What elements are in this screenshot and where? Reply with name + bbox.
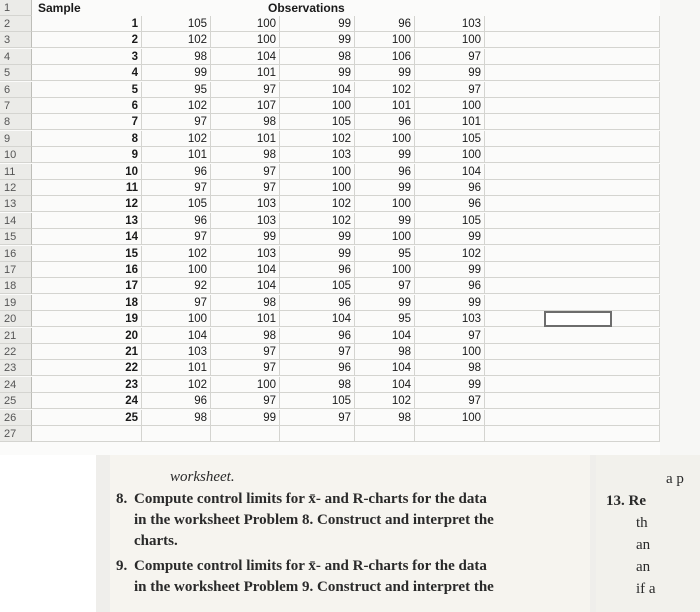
observation-cell[interactable]: 96 [355,164,415,180]
question-9-line: in the worksheet Problem 9. Construct and interpret the [134,579,494,595]
observation-cell[interactable]: 97 [415,393,485,409]
observation-cell[interactable]: 98 [211,328,280,344]
observation-cell[interactable]: 105 [415,213,485,229]
observation-cell[interactable]: 100 [280,180,355,196]
observation-cell[interactable]: 105 [280,114,355,130]
sample-cell[interactable]: 6 [32,98,142,114]
row-header[interactable] [0,213,32,229]
side-text: if a [636,581,656,597]
observation-cell[interactable]: 107 [211,98,280,114]
row-number: 18 [4,280,17,293]
row-number: 19 [4,296,17,309]
sample-cell[interactable]: 13 [32,213,142,229]
empty-cell[interactable] [485,246,660,262]
observation-cell[interactable]: 104 [355,360,415,376]
empty-cell[interactable] [485,262,660,278]
observation-cell[interactable]: 97 [211,344,280,360]
sample-cell[interactable]: 2 [32,32,142,48]
sample-cell[interactable]: 24 [32,393,142,409]
observation-cell[interactable]: 100 [280,164,355,180]
observation-cell[interactable]: 98 [355,344,415,360]
sample-cell[interactable]: 17 [32,278,142,294]
observation-cell[interactable]: 105 [280,393,355,409]
row-number: 14 [4,214,17,227]
empty-cell[interactable] [485,196,660,212]
empty-cell[interactable] [485,16,660,32]
row-header[interactable] [0,164,32,180]
observation-cell[interactable]: 96 [355,114,415,130]
sample-cell[interactable]: 1 [32,16,142,32]
row-number: 11 [4,165,16,178]
observation-cell[interactable]: 98 [211,147,280,163]
observation-cell[interactable]: 104 [415,164,485,180]
observation-cell[interactable]: 95 [142,82,211,98]
observation-cell[interactable]: 97 [142,114,211,130]
sample-cell[interactable]: 4 [32,65,142,81]
row-number: 2 [4,18,11,30]
observation-cell[interactable]: 102 [280,213,355,229]
row-header[interactable] [0,311,32,327]
observation-cell[interactable]: 97 [355,278,415,294]
empty-cell[interactable] [280,426,355,442]
observation-cell[interactable]: 97 [142,295,211,311]
empty-cell[interactable] [211,426,280,442]
row-header[interactable] [0,344,32,360]
question-9-number: 9. [116,558,128,574]
empty-cell[interactable] [485,65,660,81]
observation-cell[interactable]: 98 [211,114,280,130]
observation-cell[interactable]: 97 [211,164,280,180]
empty-cell[interactable] [485,410,660,426]
observation-cell[interactable]: 96 [142,393,211,409]
side-text: an [636,559,651,575]
observation-cell[interactable]: 98 [142,410,211,426]
textbook-photo [96,455,700,612]
observation-cell[interactable]: 96 [415,278,485,294]
row-header[interactable] [0,196,32,212]
row-number: 10 [4,149,17,162]
observation-cell[interactable]: 92 [142,278,211,294]
observation-cell[interactable]: 101 [211,65,280,81]
observation-cell[interactable]: 97 [415,328,485,344]
observation-cell[interactable]: 99 [280,32,355,48]
observation-cell[interactable]: 105 [142,196,211,212]
textbook-page [110,455,590,612]
sample-cell[interactable]: 3 [32,49,142,65]
observation-cell[interactable]: 102 [142,98,211,114]
sample-cell[interactable]: 16 [32,262,142,278]
observation-cell[interactable]: 99 [355,180,415,196]
row-number: 9 [4,132,11,145]
worksheet-text: worksheet. [170,469,235,485]
observation-cell[interactable]: 104 [355,328,415,344]
selected-cell[interactable] [544,311,612,327]
sample-cell[interactable]: 11 [32,180,142,196]
observation-cell[interactable]: 104 [211,262,280,278]
observation-cell[interactable]: 101 [211,311,280,327]
empty-cell[interactable] [485,49,660,65]
row-number: 6 [4,83,11,96]
observation-cell[interactable]: 100 [415,410,485,426]
question-8-line: Compute control limits for x̄- and R-charts for the data [134,491,487,507]
observation-cell[interactable]: 104 [355,377,415,393]
observation-cell[interactable]: 95 [355,311,415,327]
row-header[interactable] [0,98,32,114]
empty-cell[interactable] [485,147,660,163]
row-number: 3 [4,34,11,47]
sample-cell[interactable]: 12 [32,196,142,212]
observation-cell[interactable]: 99 [415,229,485,245]
observation-cell[interactable]: 100 [415,344,485,360]
observation-cell[interactable]: 102 [142,377,211,393]
empty-cell[interactable] [485,180,660,196]
observation-cell[interactable]: 102 [415,246,485,262]
row-number: 12 [4,182,17,194]
observation-cell[interactable]: 102 [355,393,415,409]
observation-cell[interactable]: 101 [211,131,280,147]
empty-cell[interactable] [485,82,660,98]
empty-cell[interactable] [485,278,660,294]
observation-cell[interactable]: 96 [280,295,355,311]
sample-cell[interactable]: 10 [32,164,142,180]
row-header[interactable] [0,262,32,278]
observation-cell[interactable]: 96 [415,196,485,212]
observation-cell[interactable]: 100 [211,377,280,393]
observation-cell[interactable]: 102 [142,246,211,262]
observation-cell[interactable]: 102 [280,131,355,147]
row-header[interactable] [0,328,32,344]
row-header[interactable] [0,0,32,16]
row-number: 7 [4,100,11,112]
observation-cell[interactable]: 102 [142,131,211,147]
row-header[interactable] [0,32,32,48]
row-number: 23 [4,362,17,375]
question-8-line: in the worksheet Problem 8. Construct and interpret the [134,512,494,528]
observation-cell[interactable]: 103 [415,311,485,327]
observation-cell[interactable]: 97 [211,360,280,376]
observation-cell[interactable]: 98 [142,49,211,65]
observation-cell[interactable]: 95 [355,246,415,262]
observation-cell[interactable]: 99 [280,229,355,245]
observation-cell[interactable]: 103 [280,147,355,163]
sample-cell[interactable]: 15 [32,246,142,262]
observation-cell[interactable]: 105 [142,16,211,32]
observation-cell[interactable]: 100 [142,262,211,278]
row-number: 17 [4,264,17,276]
row-number: 26 [4,411,17,424]
observation-cell[interactable]: 105 [415,131,485,147]
observation-cell[interactable]: 96 [280,262,355,278]
observation-cell[interactable]: 100 [211,16,280,32]
observation-cell[interactable]: 99 [355,213,415,229]
empty-cell[interactable] [485,328,660,344]
empty-cell[interactable] [485,98,660,114]
sample-cell[interactable]: 5 [32,82,142,98]
sample-cell[interactable]: 8 [32,131,142,147]
side-text: a p [666,471,684,487]
observation-cell[interactable]: 100 [280,98,355,114]
side-text: an [636,537,651,553]
observation-cell[interactable]: 99 [142,65,211,81]
observation-cell[interactable]: 99 [211,410,280,426]
observation-cell[interactable]: 99 [415,65,485,81]
observation-cell[interactable]: 99 [280,246,355,262]
observation-cell[interactable]: 99 [415,262,485,278]
observation-cell[interactable]: 102 [355,82,415,98]
sample-cell[interactable]: 25 [32,410,142,426]
row-number: 5 [4,67,11,80]
observation-cell[interactable]: 104 [211,278,280,294]
observation-cell[interactable]: 99 [355,65,415,81]
empty-cell[interactable] [485,32,660,48]
adjacent-page [596,455,700,612]
empty-cell[interactable] [485,131,660,147]
sample-cell[interactable]: 7 [32,114,142,130]
observation-cell[interactable]: 101 [415,114,485,130]
observation-cell[interactable]: 106 [355,49,415,65]
row-number: 20 [4,313,17,326]
empty-cell[interactable] [485,344,660,360]
observation-cell[interactable]: 97 [142,180,211,196]
observation-cell[interactable]: 102 [142,32,211,48]
observation-cell[interactable]: 99 [280,65,355,81]
row-header[interactable] [0,16,32,32]
observation-cell[interactable]: 100 [415,32,485,48]
sample-cell[interactable]: 18 [32,295,142,311]
observation-cell[interactable]: 99 [355,147,415,163]
row-header[interactable] [0,49,32,65]
observation-cell[interactable]: 96 [415,180,485,196]
row-number: 22 [4,346,17,358]
observation-cell[interactable]: 101 [355,98,415,114]
row-number: 15 [4,231,17,244]
row-header[interactable] [0,295,32,311]
sample-cell[interactable]: 22 [32,360,142,376]
sample-cell[interactable]: 23 [32,377,142,393]
question-8-number: 8. [116,491,128,507]
observation-cell[interactable]: 97 [415,49,485,65]
empty-cell[interactable] [142,426,211,442]
row-header[interactable] [0,426,32,442]
empty-cell[interactable] [485,114,660,130]
observation-cell[interactable]: 97 [211,180,280,196]
sample-cell[interactable]: 20 [32,328,142,344]
observation-cell[interactable]: 100 [355,262,415,278]
observation-cell[interactable]: 97 [142,229,211,245]
row-number: 25 [4,395,17,408]
observation-cell[interactable]: 97 [211,82,280,98]
empty-cell[interactable] [485,360,660,376]
empty-cell[interactable] [32,426,142,442]
observation-cell[interactable]: 97 [211,393,280,409]
observation-cell[interactable]: 103 [415,16,485,32]
row-header[interactable] [0,82,32,98]
row-header[interactable] [0,246,32,262]
empty-cell[interactable] [485,213,660,229]
observations-column-header[interactable]: Observations [268,1,345,15]
observation-cell[interactable]: 101 [142,360,211,376]
row-header[interactable] [0,377,32,393]
observation-cell[interactable]: 96 [355,16,415,32]
sample-cell[interactable]: 19 [32,311,142,327]
empty-cell[interactable] [485,164,660,180]
observation-cell[interactable]: 101 [142,147,211,163]
observation-cell[interactable]: 96 [142,213,211,229]
side-text: 13. Re [606,493,646,509]
observation-cell[interactable]: 98 [280,49,355,65]
row-number: 21 [4,329,17,342]
observation-cell[interactable]: 100 [355,229,415,245]
observation-cell[interactable]: 103 [211,196,280,212]
observation-cell[interactable]: 98 [280,377,355,393]
observation-cell[interactable]: 100 [415,147,485,163]
observation-cell[interactable]: 97 [280,410,355,426]
observation-cell[interactable]: 96 [280,360,355,376]
observation-cell[interactable]: 104 [280,311,355,327]
observation-cell[interactable]: 100 [355,131,415,147]
row-number: 27 [4,428,17,440]
observation-cell[interactable]: 99 [355,295,415,311]
question-9-line: Compute control limits for x̄- and R-charts for the data [134,558,487,574]
row-header[interactable] [0,65,32,81]
sample-cell[interactable]: 14 [32,229,142,245]
observation-cell[interactable]: 99 [280,16,355,32]
row-number: 1 [4,2,11,14]
observation-cell[interactable]: 100 [355,196,415,212]
observation-cell[interactable]: 100 [355,32,415,48]
observation-cell[interactable]: 98 [355,410,415,426]
observation-cell[interactable]: 105 [280,278,355,294]
observation-cell[interactable]: 96 [142,164,211,180]
row-header[interactable] [0,229,32,245]
row-header[interactable] [0,393,32,409]
empty-cell[interactable] [485,295,660,311]
row-header[interactable] [0,180,32,196]
observation-cell[interactable]: 100 [415,98,485,114]
observation-cell[interactable]: 104 [211,49,280,65]
observation-cell[interactable]: 103 [211,213,280,229]
empty-cell[interactable] [485,426,660,442]
row-header[interactable] [0,147,32,163]
row-header[interactable] [0,360,32,376]
sample-cell[interactable]: 21 [32,344,142,360]
row-number: 8 [4,116,11,129]
observation-cell[interactable]: 99 [415,295,485,311]
observation-cell[interactable]: 99 [211,229,280,245]
row-header[interactable] [0,131,32,147]
observation-cell[interactable]: 98 [415,360,485,376]
observation-cell[interactable]: 96 [280,328,355,344]
row-header[interactable] [0,114,32,130]
question-8-line: charts. [134,533,178,549]
observation-cell[interactable]: 97 [280,344,355,360]
observation-cell[interactable]: 98 [211,295,280,311]
observation-cell[interactable]: 97 [415,82,485,98]
observation-cell[interactable]: 100 [211,32,280,48]
empty-cell[interactable] [485,377,660,393]
row-number: 16 [4,247,17,260]
empty-cell[interactable] [485,393,660,409]
row-number: 13 [4,198,17,211]
observation-cell[interactable]: 103 [211,246,280,262]
observation-cell[interactable]: 100 [142,311,211,327]
sample-cell[interactable]: 9 [32,147,142,163]
empty-cell[interactable] [355,426,415,442]
empty-cell[interactable] [415,426,485,442]
side-text: th [636,515,648,531]
observation-cell[interactable]: 104 [142,328,211,344]
empty-cell[interactable] [485,229,660,245]
observation-cell[interactable]: 102 [280,196,355,212]
observation-cell[interactable]: 103 [142,344,211,360]
row-header[interactable] [0,410,32,426]
observation-cell[interactable]: 104 [280,82,355,98]
row-header[interactable] [0,278,32,294]
observation-cell[interactable]: 99 [415,377,485,393]
row-number: 24 [4,378,17,391]
sample-column-header[interactable]: Sample [38,1,81,15]
row-number: 4 [4,50,11,63]
